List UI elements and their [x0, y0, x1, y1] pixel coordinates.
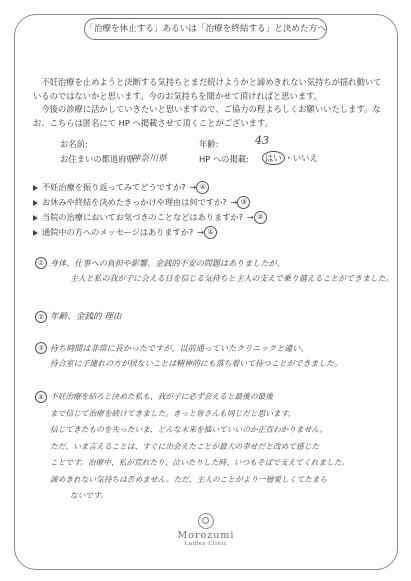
answer-2-line-1: 年齢、金銭的 理由: [50, 312, 122, 322]
arrow-icon: →: [189, 182, 197, 192]
question-1-number: ④: [196, 181, 209, 194]
question-3-text: 当院の治療においてお気づきのことなどはありますか?: [42, 212, 243, 222]
hp-label: HP への掲載:: [199, 154, 249, 164]
answer-4-line-2: まで信じて治療を続けてきました。きっと皆さんも同じだと思います。: [50, 408, 296, 418]
intro-paragraph-2: 今後の診療に活かしていきたいと思いますので、ご協力の程よろしくお願いいたします。なお、こちらは匿名にて HP へ掲載させて頂くことがございます。: [33, 104, 381, 128]
answer-1: [38, 255, 394, 287]
page-title: 「治療を休止する」あるいは「治療を終結する」と決めた方へ: [84, 18, 327, 40]
name-label: お名前:: [60, 139, 88, 149]
answer-4-line-3: 信じてきたものを失ったいま、どんな未来を描いていいのか正直わかりません。: [50, 425, 328, 434]
clinic-name: Morozumi: [177, 530, 235, 541]
question-3: [33, 211, 267, 224]
question-4: [33, 226, 217, 239]
prefecture-label: お住まいの都道府県:: [60, 154, 138, 164]
triangle-bullet-icon: [33, 200, 38, 206]
hp-choice: [262, 151, 318, 165]
question-4-number: ①: [204, 226, 217, 239]
answer-3-line-1: 待ち時間は非常に長かったですが、以前通っていたクリニックと違い、: [50, 343, 309, 353]
triangle-bullet-icon: [33, 185, 38, 191]
answer-4-number: ④: [35, 391, 47, 403]
answer-1-number: ①: [35, 257, 47, 269]
question-2: [33, 196, 250, 209]
question-3-number: ②: [254, 211, 267, 224]
answer-4: [38, 389, 350, 505]
answer-1-line-1: 身体、仕事への負担や影響、金銭的不安の問題はありましたが、: [50, 258, 285, 268]
answer-4-line-6: 諦めきれない気持ちは否めません。ただ、主人のことがより一層愛しくてたまら: [50, 474, 328, 484]
clinic-subtitle: Ladies Clinic: [184, 541, 228, 547]
intro-text: [33, 76, 383, 130]
intro-paragraph-1: 不妊治療を止めようと決断する気持ちとまだ続けようかと諦めきれない気持ちが揺れ動いているのではないかと思います。今のお気持ちを聞かせて頂ければと思います。: [33, 77, 382, 101]
clinic-stamp: [155, 513, 257, 547]
hp-yes-option: はい: [262, 151, 285, 165]
answer-3: [38, 340, 342, 372]
triangle-bullet-icon: [33, 230, 38, 236]
answer-4-line-4: ただ、いま言えることは、すぐに出会えたことが最大の幸せだと改めて感じた: [50, 441, 320, 451]
age-label: 年齢:: [199, 139, 219, 149]
clinic-logo-icon: [198, 513, 214, 529]
question-2-number: ③: [237, 196, 250, 209]
answer-4-line-7: ないです。: [70, 491, 108, 500]
answer-3-line-2: 待合室に子連れの方が居ないことは精神的にも落ち着いて待つことができました。: [50, 359, 342, 368]
prefecture-value: 神奈川県: [131, 154, 168, 164]
answer-3-number: ③: [35, 342, 47, 354]
question-1: [33, 181, 209, 194]
triangle-bullet-icon: [33, 215, 38, 221]
age-value: 43: [255, 134, 269, 147]
answer-4-line-5: ことです。治療中、私が荒れたり、泣いたりした時、いつもそばで支えてくれました。: [50, 458, 350, 467]
hp-no-option: いいえ: [292, 153, 318, 163]
question-4-text: 通院中の方へのメッセージはありますか?: [42, 227, 194, 237]
answer-4-line-1: 不妊治療を結ろと決めた私も、我が子に必ず会えると最後の最後: [50, 392, 273, 401]
arrow-icon: →: [197, 227, 205, 237]
arrow-icon: →: [246, 212, 254, 222]
answer-2: [38, 309, 122, 325]
answer-2-number: ②: [35, 311, 47, 323]
answer-1-line-2: 主人と私の我が子に会える日を信じる気持ちと主人の支えで乗り越えることができました。: [70, 274, 394, 283]
question-1-text: 不妊治療を振り返ってみてどうですか?: [42, 182, 186, 192]
question-2-text: お休みや終結を決めたきっかけや理由は何ですか?: [42, 197, 227, 207]
hp-separator: ・: [284, 153, 293, 163]
arrow-icon: →: [230, 197, 238, 207]
